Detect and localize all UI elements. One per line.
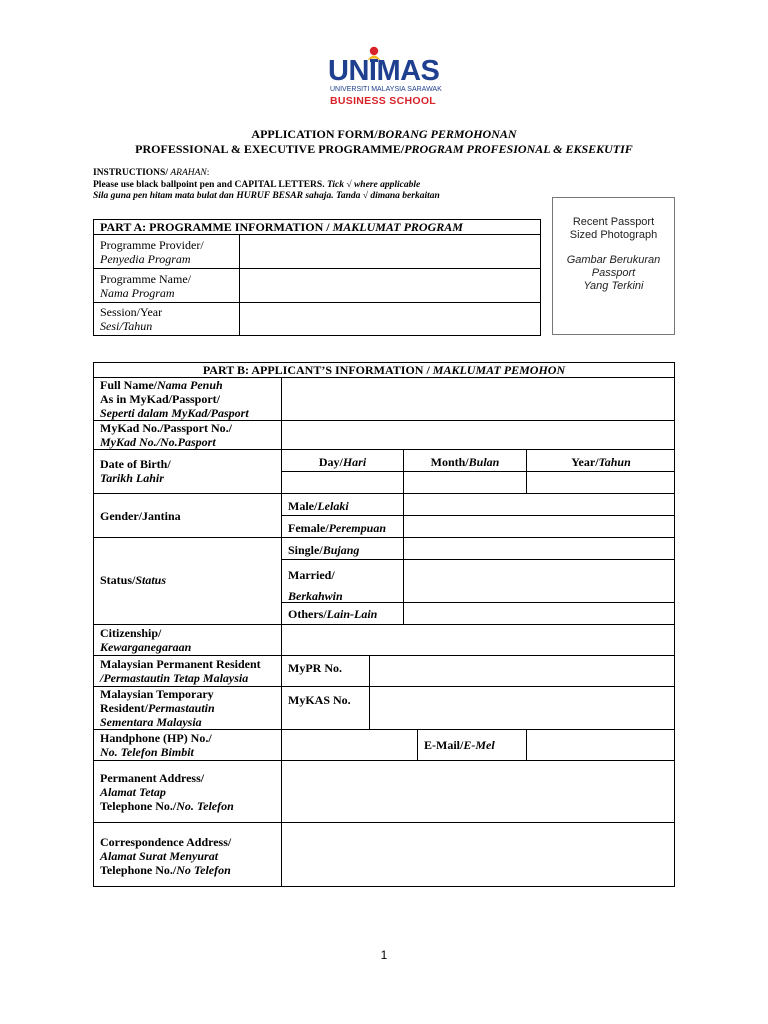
photo-box-line4: Passport [591, 267, 636, 279]
programme-provider-label: Programme Provider/ Penyedia Program [100, 238, 204, 266]
handphone-field[interactable] [282, 730, 417, 760]
email-field[interactable] [527, 730, 674, 760]
mykad-label: MyKad No./Passport No./ MyKad No./No.Pasport [100, 421, 232, 449]
status-others-label: Others/Lain-Lain [288, 607, 378, 621]
status-married-tick[interactable] [404, 560, 674, 602]
programme-provider-field[interactable] [240, 235, 540, 268]
mykas-field-label: MyKAS No. [288, 693, 351, 707]
citizenship-label: Citizenship/ Kewarganegaraan [100, 626, 192, 654]
part-b-heading: PART B: APPLICANT’S INFORMATION / MAKLUMAT PEMOHON [202, 363, 566, 377]
gender-female-label: Female/Perempuan [288, 521, 386, 535]
mykad-field[interactable] [282, 421, 674, 449]
dob-day-header: Day/Hari [318, 455, 367, 469]
correspondence-address-field[interactable] [282, 823, 674, 886]
gender-female-tick[interactable] [404, 516, 674, 537]
photo-box-line2: Sized Photograph [569, 229, 658, 241]
unimas-logo [326, 44, 442, 110]
mykas-field[interactable] [370, 687, 674, 729]
dob-year-header: Year/Tahun [571, 455, 631, 469]
mypr-field[interactable] [370, 656, 674, 686]
dob-month-header: Month/Bulan [430, 455, 500, 469]
part-b-divider [93, 449, 675, 450]
photo-box-line5: Yang Terkini [583, 280, 644, 292]
permanent-address-label: Permanent Address/ Alamat Tetap Telephone No./No. Telefon [100, 771, 234, 813]
programme-name-field[interactable] [240, 269, 540, 302]
email-label: E-Mail/E-Mel [424, 738, 495, 752]
form-title: APPLICATION FORM/BORANG PERMOHONAN [251, 127, 517, 141]
instructions-heading: INSTRUCTIONS/ ARAHAN: [93, 168, 210, 178]
instructions [93, 168, 553, 203]
logo-school: BUSINESS SCHOOL [330, 95, 437, 107]
instructions-line-ms: Sila guna pen hitam mata bulat dan HURUF BESAR sahaja. Tanda √ dimana berkaitan [93, 191, 440, 201]
citizenship-field[interactable] [282, 625, 674, 655]
dob-year-field[interactable] [527, 472, 674, 493]
dob-label: Date of Birth/ Tarikh Lahir [100, 457, 171, 485]
logo-subname: UNIVERSITI MALAYSIA SARAWAK [330, 86, 442, 93]
permanent-address-field[interactable] [282, 761, 674, 822]
programme-name-label: Programme Name/ Nama Program [100, 272, 191, 300]
session-year-field[interactable] [240, 303, 540, 336]
gender-male-label: Male/Lelaki [288, 499, 349, 513]
part-a-heading: PART A: PROGRAMME INFORMATION / MAKLUMAT PROGRAM [100, 220, 463, 234]
correspondence-address-label: Correspondence Address/ Alamat Surat Menyurat Telephone No./No Telefon [100, 835, 232, 877]
status-label: Status/Status [100, 573, 167, 587]
gender-label: Gender/Jantina [100, 509, 181, 523]
status-single-label: Single/Bujang [288, 543, 360, 557]
session-year-label: Session/Year Sesi/Tahun [100, 305, 163, 333]
status-single-tick[interactable] [404, 538, 674, 559]
status-others-tick[interactable] [404, 603, 674, 624]
part-b-divider [417, 729, 418, 760]
instructions-line-en: Please use black ballpoint pen and CAPITAL LETTERS. Tick √ where applicable [93, 179, 421, 190]
handphone-label: Handphone (HP) No./ No. Telefon Bimbit [100, 731, 212, 759]
full-name-field[interactable] [282, 378, 674, 420]
full-name-label: Full Name/Nama Penuh As in MyKad/Passport/ Seperti dalam MyKad/Pasport [100, 378, 249, 420]
gender-male-tick[interactable] [404, 494, 674, 515]
dob-month-field[interactable] [404, 472, 526, 493]
page-number: 1 [380, 948, 388, 962]
form-subtitle: PROFESSIONAL & EXECUTIVE PROGRAMME/PROGRAM PROFESIONAL & EKSEKUTIF [135, 142, 633, 156]
mypr-label: Malaysian Permanent Resident /Permastautin Tetap Malaysia [100, 657, 261, 685]
logo-wordmark: UNIMAS [328, 55, 440, 87]
photo-box-line3: Gambar Berukuran [566, 254, 661, 266]
status-married-label: Married/ Berkahwin [288, 568, 343, 603]
dob-day-field[interactable] [282, 472, 403, 493]
photo-box-line1: Recent Passport [572, 216, 655, 228]
photo-box[interactable] [552, 197, 675, 335]
mypr-field-label: MyPR No. [288, 661, 342, 675]
mykas-label: Malaysian Temporary Resident/Permastautin Sementara Malaysia [100, 687, 215, 729]
